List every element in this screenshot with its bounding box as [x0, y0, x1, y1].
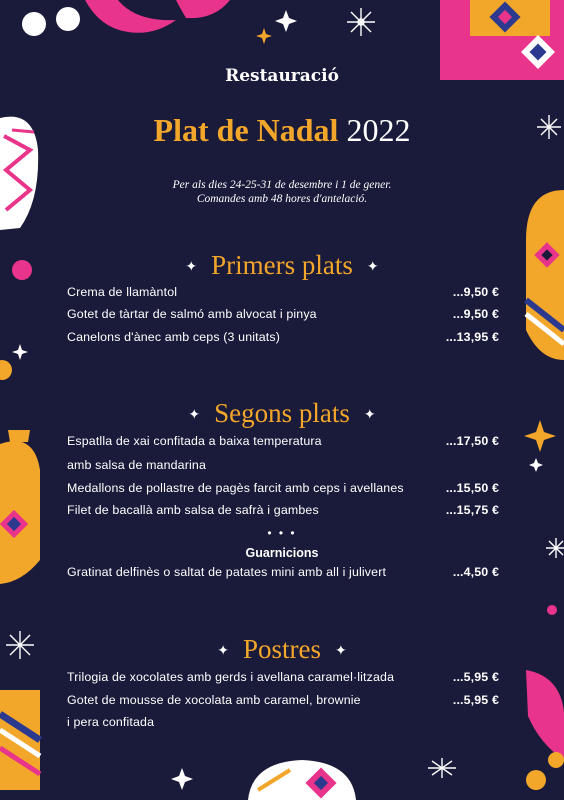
- menu-item-price: ...4,50 €: [452, 565, 499, 579]
- menu-item-name: Crema de llamàntol: [67, 285, 178, 299]
- menu-item-price: ...13,95 €: [445, 330, 499, 344]
- star-sparkle-icon: ✦: [188, 408, 201, 424]
- menu-item-name: Filet de bacallà amb salsa de safrà i gambes: [67, 503, 319, 517]
- section-label: Postres: [242, 634, 321, 664]
- section-title-segons: [0, 398, 564, 429]
- title-year: 2022: [346, 112, 411, 148]
- menu-item-name: Medallons de pollastre de pagès farcit amb ceps i avellanes: [67, 481, 404, 495]
- star-sparkle-icon: ✦: [335, 644, 347, 660]
- menu-item-price: ...15,50 €: [445, 481, 499, 495]
- menu-item-price: ...9,50 €: [452, 307, 499, 321]
- menu-item-name: Trilogia de xocolates amb gerds i avellana caramel·litzada: [67, 670, 395, 684]
- menu-item-name: Canelons d'ànec amb ceps (3 unitats): [67, 330, 281, 344]
- subtitle: [0, 178, 564, 206]
- star-sparkle-icon: ✦: [366, 260, 379, 276]
- menu-item-price: ...9,50 €: [452, 285, 499, 299]
- star-sparkle-icon: ✦: [217, 644, 229, 660]
- menu-item-price: ...15,75 €: [445, 503, 499, 517]
- menu-item-name: Gotet de mousse de xocolata amb caramel, brownie: [67, 693, 361, 707]
- garnish-title: Guarnicions: [245, 546, 319, 560]
- star-sparkle-icon: ✦: [363, 408, 376, 424]
- subtitle-line: Comandes amb 48 hores d'antelació.: [196, 193, 368, 205]
- star-sparkle-icon: ✦: [185, 260, 198, 276]
- menu-item-price: ...5,95 €: [452, 670, 499, 684]
- section-label: Segons plats: [214, 398, 350, 428]
- menu-item-name: Gratinat delfinès o saltat de patates mini amb all i julivert: [67, 565, 387, 579]
- divider: • • •: [267, 526, 297, 540]
- menu-item-name: amb salsa de mandarina: [67, 458, 206, 472]
- subtitle-line: Per als dies 24-25-31 de desembre i 1 de gener.: [172, 179, 392, 191]
- menu-item-price: ...5,95 €: [452, 693, 499, 707]
- brand-name: Restauració: [225, 66, 339, 86]
- title-accent: Plat de Nadal: [153, 112, 339, 148]
- section-label: Primers plats: [211, 250, 353, 280]
- menu-item-name: Espatlla de xai confitada a baixa temperatura: [67, 434, 322, 448]
- menu-item-name: Gotet de tàrtar de salmó amb alvocat i pinya: [67, 307, 317, 321]
- section-title-primers: [0, 250, 564, 281]
- menu-item-price: ...17,50 €: [445, 434, 499, 448]
- menu-item-name: i pera confitada: [67, 715, 155, 729]
- page-title: [0, 112, 564, 149]
- section-title-postres: [0, 634, 564, 665]
